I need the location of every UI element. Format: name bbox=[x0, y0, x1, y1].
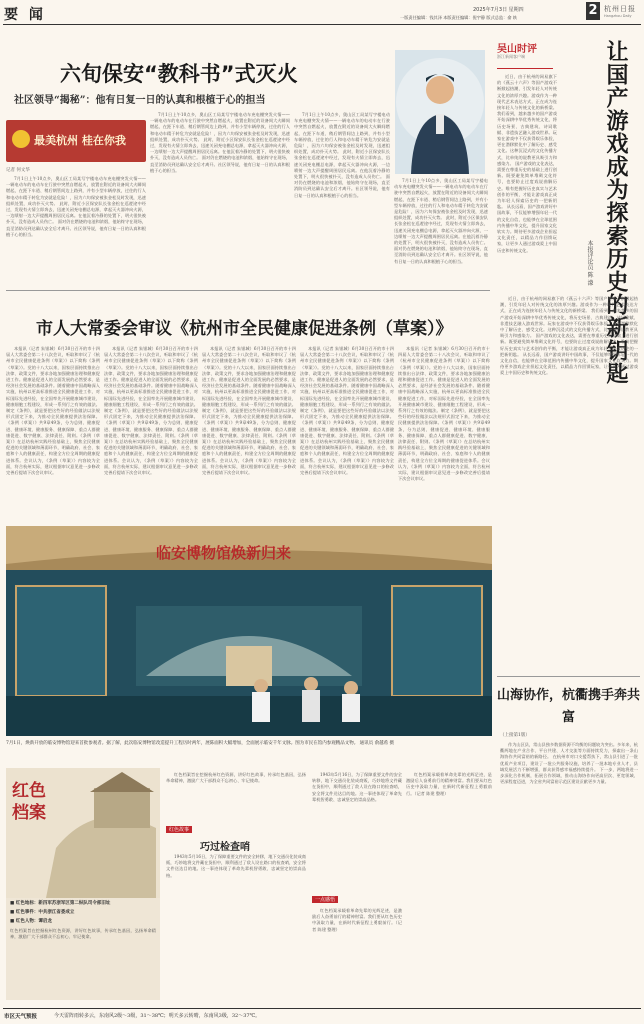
story2-body-cont: 本报讯（记者 朱银城）6月30日召开的市十四届人大常委会第二十八次会议，听取和审议了《杭州市全民健康促进条例（草案）》以下简称《条例（草案）》。党的十八大以来，国家层面持续推出台法律、政策文件，要求各地加强健康治理和健康促进工作。健康是促进人的全面发展的必然要求，是经济社会发展的基础条件。随着健康中国战略深入实施，杭州以更高标准推进全民健康促进工作，对标国际先进经验，在全国率先开展健康城市建设、健康细胞工程建设，形成一系列行之有效的做法。制定《条例》，就是要把这些好的经验做法以法规形式固定下来，为推动全民健康提供法治保障。《条例（草案）》共9章49条，分为总则、健康促进、健康环境、健康服务、健康保障、重点人群健康促进、数字健康、法律责任、附则。《条例（草案）》在总结杭州实践经验基础上，聚焦全民健康促进的关键领域和薄弱环节，明确政府、社会、家庭和个人的健康责任，构建全方位全周期的健康促进体系。会议认为，《条例（草案）》内容较为全面，符合杭州实际，建议根据审议意见进一步修改完善后提请下次会议审议。 bbox=[104, 346, 198, 476]
story3-body: 近日，由于杭州的网易旗下的《燕云十六声》等国产游戏不断掀起热潮，引发年轻人对传统文化的浓厚兴趣。游戏作为一种现代艺术表达方式，正在成为连接年轻人与传统文化的新桥梁。 我们看到，越来越多的国产游戏开始深耕中华优秀传统文化，将历史场景、古典建筑、诗词歌赋、非遗技艺融入游戏世界。玩家在游戏中不仅获得娱乐体验，更在潜移默化中了解历史、感受文化。这种沉浸式的文化传播方式，比单纯的说教更具吸引力和感染力。 国产游戏的文化表达，需要在尊重历史的基础上进行创新。既要避免简单堆砌文化符号，也要防止过度戏说曲解历史。唯有把握好历史真实与艺术创作的平衡，才能让游戏真正成为年轻人探索历史的一把新钥匙。 从长远看，国产游戏讲好中国故事，不仅能够增强年轻一代的文化自信，也能够在全球范围内传播中华文化，提升国家文化软实力。期待更多游戏企业担起文化责任，以精品力作回馈玩家，让更多人通过游戏爱上中国历史和传统文化。 bbox=[497, 74, 557, 253]
commentary-top-rule bbox=[497, 68, 553, 69]
paper-name: 杭州日报 bbox=[604, 5, 636, 13]
masthead-rule bbox=[3, 24, 641, 25]
story3-author: 本报评论员 陈 濛 bbox=[586, 240, 593, 286]
story2-col2 bbox=[104, 346, 198, 516]
masthead-editors: 一版责任编辑：钱其泽 本版责任编辑：倪宇静 版式总监：俞 轶 bbox=[400, 15, 518, 20]
story4-body-text: 作为山区县，常山县独多数据资源不均衡的问题较为突出。多年来，杭衢两地在产业合作、平台共建、人才交流等方面持续发力，探索出一条山海协作共同富裕的新路径。 在杭州市对口支援帮扶下，常山县引进了一批优质产业项目，建设了一批公共服务设施，培养了一批本地专业人才，县域发展活力不断增强，群众获得感幸福感持续提升。 下一步，两地将进一步深化合作机制，拓展合作领域，推动山海协作向更高层次、更宽领域、更深程度迈进，为全省共同富裕示范区建设贡献更多力量。 bbox=[500, 742, 638, 785]
story2-body-cont: 本报讯（记者 朱银城）6月30日召开的市十四届人大常委会第二十八次会议，听取和审议了《杭州市全民健康促进条例（草案）》以下简称《条例（草案）》。党的十八大以来，国家层面持续推出台法律、政策文件，要求各地加强健康治理和健康促进工作。健康是促进人的全面发展的必然要求，是经济社会发展的基础条件。随着健康中国战略深入实施，杭州以更高标准推进全民健康促进工作，对标国际先进经验，在全国率先开展健康城市建设、健康细胞工程建设，形成一系列行之有效的做法。制定《条例》，就是要把这些好的经验做法以法规形式固定下来，为推动全民健康提供法治保障。《条例（草案）》共9章49条，分为总则、健康促进、健康环境、健康服务、健康保障、重点人群健康促进、数字健康、法律责任、附则。《条例（草案）》在总结杭州实践经验基础上，聚焦全民健康促进的关键领域和薄弱环节，明确政府、社会、家庭和个人的健康责任，构建全方位全周期的健康促进体系。会议认为，《条例（草案）》内容较为全面，符合杭州实际，建议根据审议意见进一步修改完善后提请下次会议审议。 bbox=[398, 346, 490, 482]
story1-byline: 记者 何文华 bbox=[6, 168, 30, 173]
commentary-column-sub: 浙江新闻客户端 bbox=[497, 54, 525, 59]
museum-photo-title: 临安博物馆焕新归来 bbox=[156, 544, 292, 562]
commentary-column-label bbox=[497, 40, 547, 70]
story1-headline: 六旬保安“教科书”式灭火 bbox=[60, 62, 298, 86]
story1-subhead: 社区领导“揭秘”：他有日复一日的认真和根植于心的担当 bbox=[14, 95, 266, 106]
story3-headline: 让国产游戏成为探索历史的新钥匙 bbox=[603, 40, 628, 385]
story4-body bbox=[500, 742, 638, 1004]
footer-rule bbox=[3, 1008, 641, 1009]
story4-rule bbox=[497, 676, 640, 677]
story2-col5 bbox=[398, 346, 490, 516]
archive-story-label: 红色故事 bbox=[166, 826, 192, 833]
archive-box bbox=[6, 768, 160, 1000]
story1-body-cont: 7月1日上午10点多，奥山区工局某写字楼电动车充电棚突发火情——一辆电动车的电动车在行驶中突然自燃起火，放置在附近的设备间大火瞬间燃起，在距下车道、稍后钢管间边上路到，并有小型车辆停放，过往的行人和电动车精于转危为安就是危险！，因为六旬保安被张金松及时发现，迅速组织处置，成功扑灭火势。 此时，附近小区保安队长张金松在巡逻途中经过，发现有火情立即奔去，迅速关闭充电棚总电源，拿起灭火器冲向火源，一边喷射一边大声提醒周围居民远离。在他沉着冷静的处置下，明火很快被扑灭，没有造成人员伤亡。 面对仍在燃烧的电池和浓烟，他始终守在现场，直至消防员到达确认安全后才离开。社区领导说，他有日复一日的认真和根植于心的担当。 bbox=[294, 112, 390, 198]
archive-logo: 红色档案 bbox=[12, 781, 46, 823]
story2-col3 bbox=[202, 346, 296, 516]
story1-body-col2 bbox=[150, 112, 290, 284]
archive-item-3: ■ 红色人物：谭启龙 bbox=[10, 919, 52, 924]
page-number: 2 bbox=[586, 2, 600, 20]
archive-tip-body: 红色档案承载着革命先辈的光辉足迹，是激励后人奋勇前行的精神财富。我们要从红色历史中汲取力量，在新时代新征程上勇毅前行。（记者 陈建 整理） bbox=[312, 908, 402, 932]
archive-tip-body-cont: 红色档案承载着革命先辈的光辉足迹，是激励后人奋勇前行的精神财富。我们要从红色历史中汲取力量，在新时代新征程上勇毅前行。（记者 陈建 整理） bbox=[406, 772, 492, 796]
section-title: 要 闻 bbox=[4, 7, 46, 23]
story3-col-lower bbox=[500, 296, 638, 670]
archive-tip-col2 bbox=[406, 772, 492, 1004]
archive-story-col2 bbox=[312, 772, 402, 892]
masthead-date: 2025年7月3日 星期四 bbox=[473, 7, 524, 13]
guard-portrait-illustration bbox=[395, 50, 485, 174]
story1-body: 7月1日上午10点多，奥山区工局某写字楼电动车充电棚突发火情——一辆电动车的电动车在行驶中突然自燃起火，放置在附近的设备间大火瞬间燃起，在距下车道、稍后钢管间边上路到，并有小型车辆停放，过往的行人和电动车精于转危为安就是危险！，因为六旬保安被张金松及时发现，迅速组织处置，成功扑灭火势。 此时，附近小区保安队长张金松在巡逻途中经过，发现有火情立即奔去，迅速关闭充电棚总电源，拿起灭火器冲向火源，一边喷射一边大声提醒周围居民远离。在他沉着冷静的处置下，明火很快被扑灭，没有造成人员伤亡。 面对仍在燃烧的电池和浓烟，他始终守在现场，直至消防员到达确认安全后才离开。社区领导说，他有日复一日的认真和根植于心的担当。 bbox=[6, 176, 146, 237]
archive-tip-label: 一点感悟 bbox=[312, 896, 338, 903]
story1-body-col4 bbox=[394, 178, 488, 284]
story4-headline bbox=[497, 684, 640, 728]
museum-photo-box bbox=[6, 526, 492, 736]
story2-col4 bbox=[300, 346, 394, 516]
column-logo-text: 最美杭州 桂在你我 bbox=[34, 134, 126, 147]
story3-body-cont: 近日，由于杭州的网易旗下的《燕云十六声》等国产游戏不断掀起热潮，引发年轻人对传统文化的浓厚兴趣。游戏作为一种现代艺术表达方式，正在成为连接年轻人与传统文化的新桥梁。 我们看到，越来越多的国产游戏开始深耕中华优秀传统文化，将历史场景、古典建筑、诗词歌赋、非遗技艺融入游戏世界。玩家在游戏中不仅获得娱乐体验，更在潜移默化中了解历史、感受文化。这种沉浸式的文化传播方式，比单纯的说教更具吸引力和感染力。 国产游戏的文化表达，需要在尊重历史的基础上进行创新。既要避免简单堆砌文化符号，也要防止过度戏说曲解历史。唯有把握好历史真实与艺术创作的平衡，才能让游戏真正成为年轻人探索历史的一把新钥匙。 从长远看，国产游戏讲好中国故事，不仅能够增强年轻一代的文化自信，也能够在全球范围内传播中华文化，提升国家文化软实力。期待更多游戏企业担起文化责任，以精品力作回馈玩家，让更多人通过游戏爱上中国历史和传统文化。 bbox=[500, 296, 638, 376]
story1-body-col1 bbox=[6, 176, 146, 286]
story1-body-cont: 7月1日上午10点多，奥山区工局某写字楼电动车充电棚突发火情——一辆电动车的电动车在行驶中突然自燃起火，放置在附近的设备间大火瞬间燃起，在距下车道、稍后钢管间边上路到，并有小型车辆停放，过往的行人和电动车精于转危为安就是危险！，因为六旬保安被张金松及时发现，迅速组织处置，成功扑灭火势。 此时，附近小区保安队长张金松在巡逻途中经过，发现有火情立即奔去，迅速关闭充电棚总电源，拿起灭火器冲向火源，一边喷射一边大声提醒周围居民远离。在他沉着冷静的处置下，明火很快被扑灭，没有造成人员伤亡。 面对仍在燃烧的电池和浓烟，他始终守在现场，直至消防员到达确认安全后才离开。社区领导说，他有日复一日的认真和根植于心的担当。 bbox=[394, 178, 488, 264]
archive-story-body: 1943年5月16日，为了保障重要文件的安全转移，地下交通员化装成商贩，巧妙地将文件藏在货担中，顺利通过了敌人设在路口的检查哨，安全将文件送达目的地。这一事迹体现了革命先辈机智勇敢、忠诚坚定的崇高品格。 bbox=[166, 854, 306, 878]
story4-headline-text: 山海协作，杭衢携手奔共富 bbox=[497, 688, 641, 725]
commentary-column-name: 吴山时评 bbox=[497, 44, 537, 55]
leaf-icon bbox=[12, 130, 30, 148]
story2-body-cont: 本报讯（记者 朱银城）6月30日召开的市十四届人大常委会第二十八次会议，听取和审议了《杭州市全民健康促进条例（草案）》以下简称《条例（草案）》。党的十八大以来，国家层面持续推出台法律、政策文件，要求各地加强健康治理和健康促进工作。健康是促进人的全面发展的必然要求，是经济社会发展的基础条件。随着健康中国战略深入实施，杭州以更高标准推进全民健康促进工作，对标国际先进经验，在全国率先开展健康城市建设、健康细胞工程建设，形成一系列行之有效的做法。制定《条例》，就是要把这些好的经验做法以法规形式固定下来，为推动全民健康提供法治保障。《条例（草案）》共9章49条，分为总则、健康促进、健康环境、健康服务、健康保障、重点人群健康促进、数字健康、法律责任、附则。《条例（草案）》在总结杭州实践经验基础上，聚焦全民健康促进的关键领域和薄弱环节，明确政府、社会、家庭和个人的健康责任，构建全方位全周期的健康促进体系。会议认为，《条例（草案）》内容较为全面，符合杭州实际，建议根据审议意见进一步修改完善后提请下次会议审议。 bbox=[202, 346, 296, 476]
story3-col-upper bbox=[497, 74, 557, 284]
story2-col1 bbox=[6, 346, 100, 516]
story2-body-cont: 本报讯（记者 朱银城）6月30日召开的市十四届人大常委会第二十八次会议，听取和审议了《杭州市全民健康促进条例（草案）》以下简称《条例（草案）》。党的十八大以来，国家层面持续推出台法律、政策文件，要求各地加强健康治理和健康促进工作。健康是促进人的全面发展的必然要求，是经济社会发展的基础条件。随着健康中国战略深入实施，杭州以更高标准推进全民健康促进工作，对标国际先进经验，在全国率先开展健康城市建设、健康细胞工程建设，形成一系列行之有效的做法。制定《条例》，就是要把这些好的经验做法以法规形式固定下来，为推动全民健康提供法治保障。《条例（草案）》共9章49条，分为总则、健康促进、健康环境、健康服务、健康保障、重点人群健康促进、数字健康、法律责任、附则。《条例（草案）》在总结杭州实践经验基础上，聚焦全民健康促进的关键领域和薄弱环节，明确政府、社会、家庭和个人的健康责任，构建全方位全周期的健康促进体系。会议认为，《条例（草案）》内容较为全面，符合杭州实际，建议根据审议意见进一步修改完善后提请下次会议审议。 bbox=[300, 346, 394, 476]
archive-intro-cont: 红色档案旨在挖掘杭州红色资源，讲好红色故事，传承红色基因，弘扬革命精神，激励广大干部群众不忘初心、牢记使命。 bbox=[166, 772, 306, 784]
story2-rule bbox=[6, 290, 490, 291]
weather-label: 市区天气预报 bbox=[4, 1014, 38, 1020]
weather-text: 今天雷阵雨转多云，东南风2级～3级，31～38℃；明天多云转晴，东南风3级，32～37℃。 bbox=[54, 1013, 261, 1019]
archive-tip-col1 bbox=[312, 908, 402, 1004]
guard-portrait bbox=[395, 50, 485, 174]
archive-story-body-cont: 1943年5月16日，为了保障重要文件的安全转移，地下交通员化装成商贩，巧妙地将文件藏在货担中，顺利通过了敌人设在路口的检查哨，安全将文件送达目的地。这一事迹体现了革命先辈机智勇敢、忠诚坚定的崇高品格。 bbox=[312, 772, 402, 802]
paper-name-en: Hangzhou Daily bbox=[604, 14, 632, 18]
story2-body: 本报讯（记者 朱银城）6月30日召开的市十四届人大常委会第二十八次会议，听取和审议了《杭州市全民健康促进条例（草案）》以下简称《条例（草案）》。党的十八大以来，国家层面持续推出台法律、政策文件，要求各地加强健康治理和健康促进工作。健康是促进人的全面发展的必然要求，是经济社会发展的基础条件。随着健康中国战略深入实施，杭州以更高标准推进全民健康促进工作，对标国际先进经验，在全国率先开展健康城市建设、健康细胞工程建设，形成一系列行之有效的做法。制定《条例》，就是要把这些好的经验做法以法规形式固定下来，为推动全民健康提供法治保障。《条例（草案）》共9章49条，分为总则、健康促进、健康环境、健康服务、健康保障、重点人群健康促进、数字健康、法律责任、附则。《条例（草案）》在总结杭州实践经验基础上，聚焦全民健康促进的关键领域和薄弱环节，明确政府、社会、家庭和个人的健康责任，构建全方位全周期的健康促进体系。会议认为，《条例（草案）》内容较为全面，符合杭州实际，建议根据审议意见进一步修改完善后提请下次会议审议。 bbox=[6, 346, 100, 476]
museum-photo-caption: 7月1日，焕新开放的临安博物馆迎来首批参观者。据了解，此次临安博物馆改造提升工程历时两年，展陈面积大幅增加，全面展示临安千年文脉。图为市民在馆内参观精品文物。 通讯员 俞越希 摄 bbox=[6, 741, 395, 746]
story1-body-col3 bbox=[294, 112, 390, 284]
archive-item-1: ■ 红色地标：新四军苏浙军区第二纵队司令部旧址 bbox=[10, 901, 111, 906]
story1-body-cont: 7月1日上午10点多，奥山区工局某写字楼电动车充电棚突发火情——一辆电动车的电动车在行驶中突然自燃起火，放置在附近的设备间大火瞬间燃起，在距下车道、稍后钢管间边上路到，并有小型车辆停放，过往的行人和电动车精于转危为安就是危险！，因为六旬保安被张金松及时发现，迅速组织处置，成功扑灭火势。 此时，附近小区保安队长张金松在巡逻途中经过，发现有火情立即奔去，迅速关闭充电棚总电源，拿起灭火器冲向火源，一边喷射一边大声提醒周围居民远离。在他沉着冷静的处置下，明火很快被扑灭，没有造成人员伤亡。 面对仍在燃烧的电池和浓烟，他始终守在现场，直至消防员到达确认安全后才离开。社区领导说，他有日复一日的认真和根植于心的担当。 bbox=[150, 112, 290, 173]
archive-intro-col bbox=[166, 772, 306, 822]
archive-item-2: ■ 红色事件：中共浙江省委成立 bbox=[10, 910, 75, 915]
story1-column-logo bbox=[6, 120, 146, 162]
archive-story-col1 bbox=[166, 854, 306, 1004]
archive-story-title: 巧过检查哨 bbox=[200, 842, 250, 853]
story4-byline: （上接第1版） bbox=[500, 733, 530, 738]
archive-intro: 红色档案旨在挖掘杭州红色资源，讲好红色故事，传承红色基因，弘扬革命精神，激励广大干部群众不忘初心、牢记使命。 bbox=[10, 928, 156, 940]
story2-headline: 市人大常委会审议《杭州市全民健康促进条例（草案）》 bbox=[36, 319, 453, 339]
